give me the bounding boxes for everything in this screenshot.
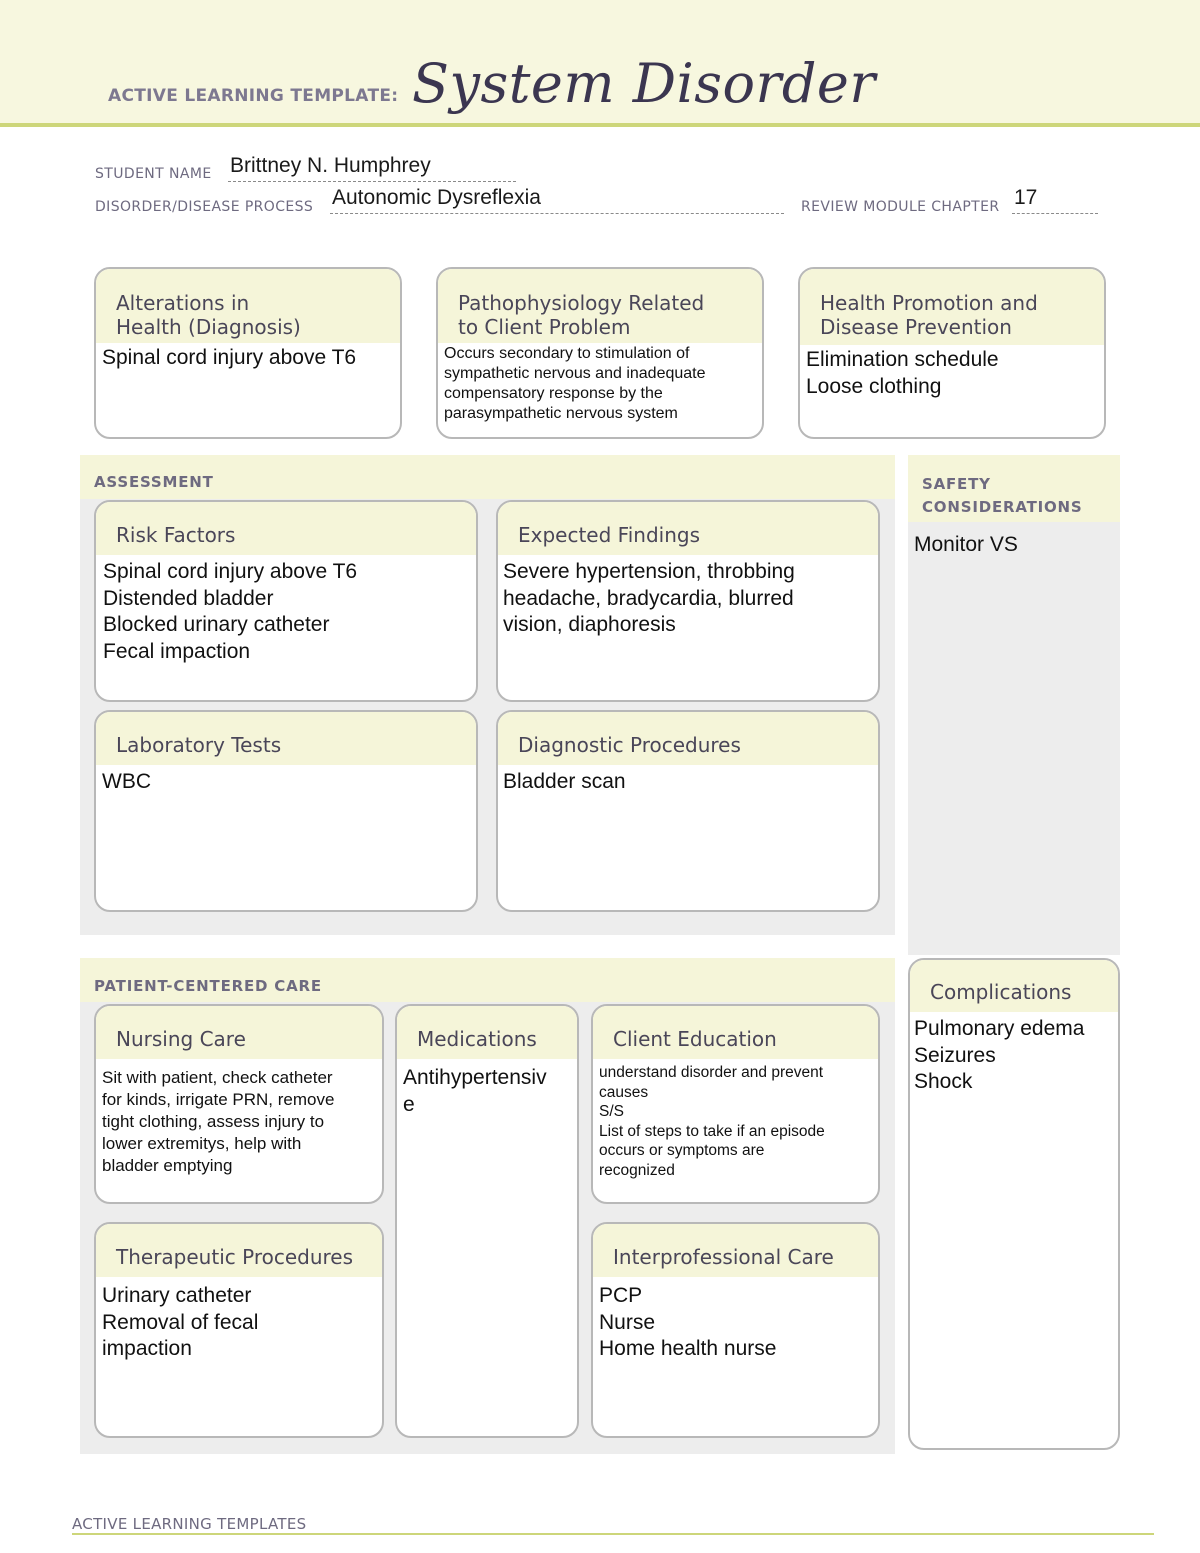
safety-section-label: SAFETY CONSIDERATIONS xyxy=(908,455,1120,522)
nursing-care-title: Nursing Care xyxy=(96,1006,382,1059)
therapeutic-procedures-title: Therapeutic Procedures xyxy=(96,1224,382,1277)
patient-care-section-label: PATIENT-CENTERED CARE xyxy=(80,958,895,1002)
health-promotion-card xyxy=(798,267,1106,439)
health-promotion-title: Health Promotion and Disease Prevention xyxy=(800,269,1104,345)
assessment-section-label: ASSESSMENT xyxy=(80,455,895,499)
chapter-label: REVIEW MODULE CHAPTER xyxy=(801,199,1000,215)
student-name-label: STUDENT NAME xyxy=(95,166,212,182)
chapter-value: 17 xyxy=(1014,186,1038,209)
interprofessional-care-card xyxy=(591,1222,880,1438)
nursing-care-body[interactable]: Sit with patient, check catheter for kinds, irrigate PRN, remove tight clothing, assess injury to lower extremitys, help with bladder emptying xyxy=(102,1068,335,1175)
student-name-field[interactable] xyxy=(228,154,516,182)
diagnostic-procedures-body[interactable]: Bladder scan xyxy=(503,770,626,793)
pathophysiology-body[interactable]: Occurs secondary to stimulation of sympathetic nervous and inadequate compensatory response by the parasympathetic nervous system xyxy=(444,345,706,422)
template-title: System Disorder xyxy=(412,52,876,115)
laboratory-tests-card xyxy=(94,710,478,912)
disorder-value: Autonomic Dysreflexia xyxy=(332,186,541,209)
footer-text: ACTIVE LEARNING TEMPLATES xyxy=(72,1515,307,1533)
risk-factors-title: Risk Factors xyxy=(96,502,476,555)
chapter-field[interactable] xyxy=(1012,185,1098,214)
interprofessional-care-title: Interprofessional Care xyxy=(593,1224,878,1277)
client-education-body[interactable]: understand disorder and prevent causes S/S List of steps to take if an episode occurs or symptoms are recognized xyxy=(599,1064,825,1179)
risk-factors-body[interactable]: Spinal cord injury above T6 Distended bladder Blocked urinary catheter Fecal impaction xyxy=(103,560,358,663)
laboratory-tests-body[interactable]: WBC xyxy=(102,770,151,793)
diagnostic-procedures-title: Diagnostic Procedures xyxy=(498,712,878,765)
risk-factors-card xyxy=(94,500,478,702)
student-name-value: Brittney N. Humphrey xyxy=(230,154,431,177)
laboratory-tests-title: Laboratory Tests xyxy=(96,712,476,765)
medications-title: Medications xyxy=(397,1006,577,1059)
complications-card xyxy=(908,958,1120,1450)
medications-body[interactable]: Antihypertensiv e xyxy=(403,1066,547,1116)
nursing-care-card xyxy=(94,1004,384,1204)
alterations-title: Alterations in Health (Diagnosis) xyxy=(96,269,400,343)
complications-body[interactable]: Pulmonary edema Seizures Shock xyxy=(914,1017,1085,1093)
header-divider xyxy=(0,123,1200,127)
template-label: ACTIVE LEARNING TEMPLATE: xyxy=(108,86,399,106)
pathophysiology-title: Pathophysiology Related to Client Problem xyxy=(438,269,762,343)
client-education-card xyxy=(591,1004,880,1204)
alterations-card xyxy=(94,267,402,439)
pathophysiology-card xyxy=(436,267,764,439)
health-promotion-body[interactable]: Elimination schedule Loose clothing xyxy=(806,348,999,398)
expected-findings-body[interactable]: Severe hypertension, throbbing headache, bradycardia, blurred vision, diaphoresis xyxy=(503,560,795,636)
complications-title: Complications xyxy=(910,960,1118,1012)
therapeutic-procedures-card xyxy=(94,1222,384,1438)
expected-findings-card xyxy=(496,500,880,702)
footer-divider xyxy=(72,1533,1154,1535)
disorder-label: DISORDER/DISEASE PROCESS xyxy=(95,199,314,215)
diagnostic-procedures-card xyxy=(496,710,880,912)
alterations-body[interactable]: Spinal cord injury above T6 xyxy=(102,346,357,369)
client-education-title: Client Education xyxy=(593,1006,878,1059)
therapeutic-procedures-body[interactable]: Urinary catheter Removal of fecal impaction xyxy=(102,1284,259,1360)
medications-card xyxy=(395,1004,579,1438)
interprofessional-care-body[interactable]: PCP Nurse Home health nurse xyxy=(599,1284,777,1360)
safety-body[interactable]: Monitor VS xyxy=(914,533,1018,556)
expected-findings-title: Expected Findings xyxy=(498,502,878,555)
disorder-field[interactable] xyxy=(330,185,784,214)
